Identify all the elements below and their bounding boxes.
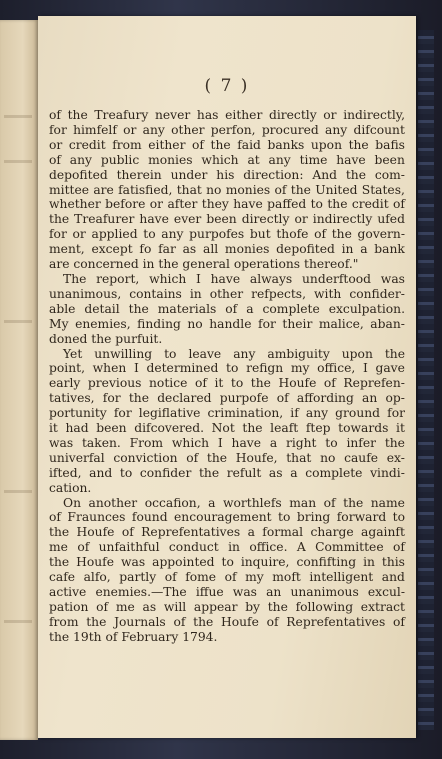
bleed-through-mark (4, 115, 32, 118)
text-line: it had been difcovered. Not the leaft ftep towards it (49, 421, 405, 436)
text-line: of any public monies which at any time have been (49, 152, 405, 167)
text-line: My enemies, finding no handle for their malice, aban- (49, 316, 405, 331)
text-line: pation of me as will appear by the following extract (49, 599, 405, 614)
text-line: active enemies.—The iffue was an unanimous excul- (49, 585, 405, 599)
text-line: Yet unwilling to leave any ambiguity upon the (63, 346, 405, 361)
text-line: of the Treafury never has either directly or indirectly, (49, 108, 405, 122)
text-line: able detail the materials of a complete exculpation. (49, 301, 405, 316)
text-line: univerfal conviction of the Houfe, that no caufe ex- (49, 450, 405, 465)
text-line: doned the purfuit. (49, 331, 163, 346)
text-line: the 19th of February 1794. (49, 629, 218, 644)
paragraph (49, 347, 405, 496)
text-line: depofited therein under his direction: And the com- (49, 167, 405, 182)
facing-page-edge (0, 20, 38, 740)
text-line: the Houfe of Reprefentatives a formal charge againft (49, 525, 405, 540)
text-line: the Houfe was appointed to inquire, confifting in this (49, 555, 405, 570)
text-line: me of unfaithful conduct in office. A Committee of (49, 540, 405, 555)
text-line: unanimous, contains in other refpects, with confider- (49, 286, 405, 301)
paragraph (49, 108, 405, 272)
bleed-through-mark (4, 160, 32, 163)
text-line: was taken. From which I have a right to infer the (49, 435, 405, 450)
text-line: for or applied to any purpofes but thofe of the govern- (49, 227, 405, 242)
text-line: portunity for legiflative crimination, if any ground for (49, 406, 405, 421)
text-line: The report, which I have always underftood was (63, 271, 405, 286)
text-line: from the Journals of the Houfe of Reprefentatives of (49, 614, 405, 629)
book-page (38, 16, 416, 738)
text-line: or credit from either of the faid banks upon the bafis (49, 137, 405, 152)
text-line: whether before or after they have paffed to the credit of (49, 197, 405, 212)
text-line: of Fraunces found encouragement to bring forward to (49, 510, 405, 525)
bleed-through-mark (4, 620, 32, 623)
text-line: point, when I determined to refign my office, I gave (49, 361, 405, 376)
text-line: for himfelf or any other perfon, procured any difcount (49, 122, 405, 137)
body-text (49, 108, 405, 645)
marbled-edge (418, 30, 434, 730)
text-line: ment, except fo far as all monies depofited in a bank (49, 242, 405, 257)
text-line: mittee are fatisfied, that no monies of the United States, (49, 182, 405, 197)
paragraph (49, 496, 405, 645)
bleed-through-mark (4, 490, 32, 493)
text-line: cation. (49, 480, 92, 495)
text-line: the Treafurer have ever been directly or indirectly ufed (49, 212, 405, 227)
bleed-through-mark (4, 320, 32, 323)
text-line: are concerned in the general operations thereof." (49, 257, 359, 272)
text-line: cafe alfo, partly of fome of my moft intelligent and (49, 570, 405, 585)
text-line: tatives, for the declared purpofe of affording an op- (49, 391, 405, 406)
page-number: ( 7 ) (204, 76, 250, 96)
text-line: ifted, and to confider the refult as a complete vindi- (49, 465, 405, 480)
paragraph (49, 272, 405, 347)
text-line: On another occafion, a worthlefs man of the name (63, 495, 405, 510)
text-line: early previous notice of it to the Houfe of Reprefen- (49, 376, 405, 391)
